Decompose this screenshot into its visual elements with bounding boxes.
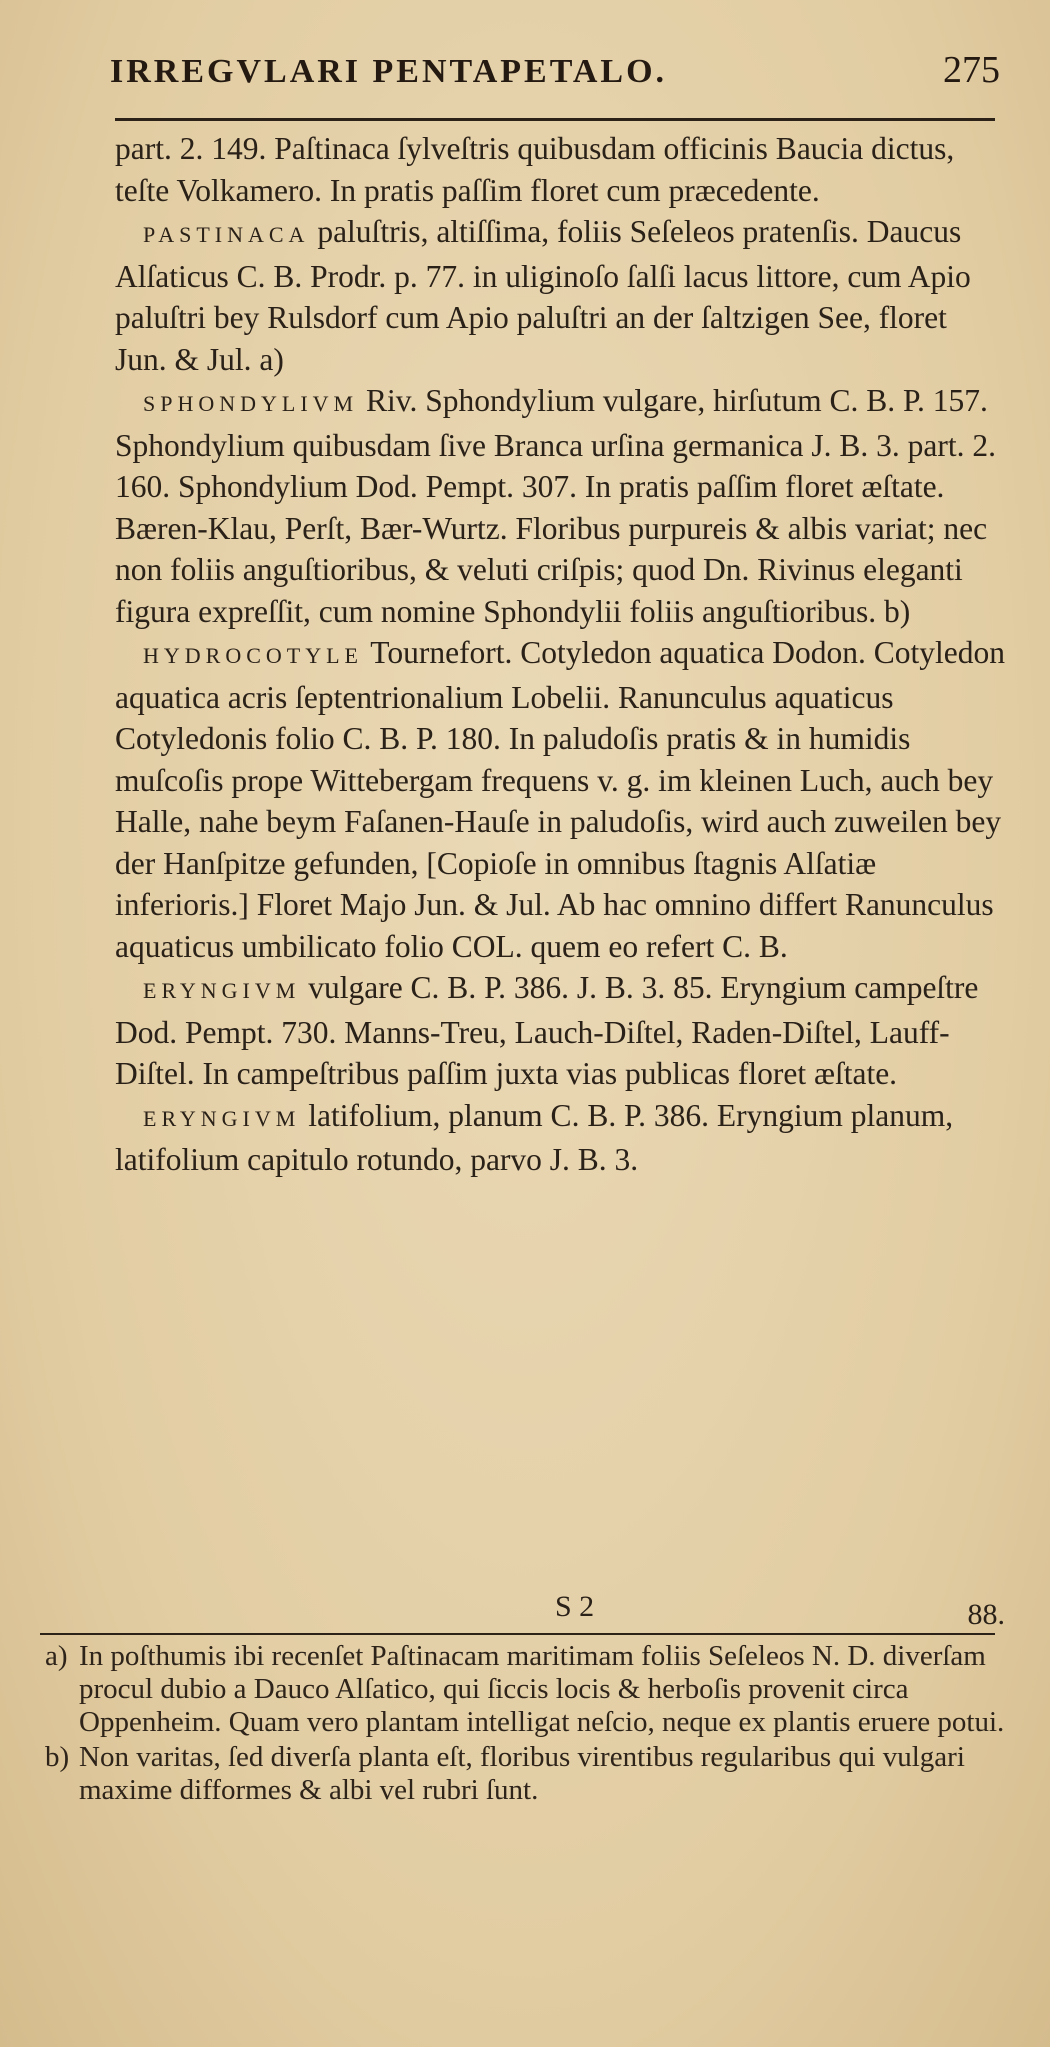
plant-name: ERYNGIVM bbox=[143, 978, 301, 1003]
paragraph bbox=[115, 211, 1005, 380]
paragraph bbox=[115, 1095, 1005, 1181]
footnote bbox=[45, 1640, 1005, 1739]
plant-name: HYDROCOTYLE bbox=[143, 643, 363, 668]
plant-name: ERYNGIVM bbox=[143, 1105, 301, 1131]
footnote-text: In poſthumis ibi recenſet Paſtinacam maritimam foliis Seſeleos N. D. diverſam procul dubio a Dauco Alſatico, qui ſiccis locis & herboſis provenit circa Oppenheim. Quam vero plantam intelligat neſcio, neque ex plantis eruere potui. bbox=[79, 1640, 1005, 1738]
plant-name: PASTINACA bbox=[143, 222, 310, 247]
footnote-rule bbox=[40, 1633, 995, 1635]
paragraph-text: paluſtris, altiſſima, foliis Seſeleos pratenſis. Daucus Alſaticus C. B. Prodr. p. 77. in uliginoſo ſalſi lacus littore, cum Apio paluſtri bey Rulsdorf cum Apio paluſtri an der ſaltzigen See, floret Jun. & Jul. a) bbox=[115, 214, 971, 377]
footnote-mark: b) bbox=[45, 1741, 70, 1773]
paragraph-text: part. 2. 149. Paſtinaca ſylveſtris quibusdam officinis Baucia dictus, teſte Volkamero. In pratis paſſim floret cum præcedente. bbox=[115, 131, 955, 208]
paragraph bbox=[115, 632, 1005, 967]
main-text bbox=[115, 128, 1005, 1181]
signature-mark: S 2 bbox=[555, 1590, 595, 1623]
paragraph bbox=[115, 128, 1005, 211]
paragraph bbox=[115, 967, 1005, 1095]
plant-name: SPHONDYLIVM bbox=[143, 391, 359, 416]
paragraph-text: latifolium, planum C. B. P. 386. Eryngium planum, latifolium capitulo rotundo, parvo J. B. 3. bbox=[115, 1097, 954, 1177]
catchword: 88. bbox=[967, 1598, 1005, 1631]
page-number: 275 bbox=[943, 49, 1000, 91]
paragraph-text: vulgare C. B. P. 386. J. B. 3. 85. Eryngium campeſtre Dod. Pempt. 730. Manns-Treu, Lauch-Diſtel, Raden-Diſtel, Lauff-Diſtel. In campeſtribus paſſim juxta vias publicas floret æſtate. bbox=[115, 970, 979, 1091]
footnotes bbox=[45, 1640, 1005, 1809]
running-title: IRREGVLARI PENTAPETALO. bbox=[110, 53, 668, 90]
header-rule bbox=[115, 118, 995, 121]
footnote-mark: a) bbox=[45, 1640, 68, 1672]
catchline bbox=[115, 1590, 1005, 1630]
paragraph-text: Riv. Sphondylium vulgare, hirſutum C. B. P. 157. Sphondylium quibusdam ſive Branca urſina germanica J. B. 3. part. 2. 160. Sphondylium Dod. Pempt. 307. In pratis paſſim floret æſtate. Bæren-Klau, Perſt, Bær-Wurtz. Floribus purpureis & albis variat; nec non foliis anguſtioribus, & veluti criſpis; quod Dn. Rivinus eleganti figura expreſſit, cum nomine Sphondylii foliis anguſtioribus. b) bbox=[115, 383, 996, 629]
paragraph-text: Tournefort. Cotyledon aquatica Dodon. Cotyledon aquatica acris ſeptentrionalium Lobelii. Ranunculus aquaticus Cotyledonis folio C. B. P. 180. In paludoſis pratis & in humidis muſcoſis prope Wittebergam frequens v. g. im kleinen Luch, auch bey Halle, nahe beym Faſanen-Hauſe in paludoſis, wird auch zuweilen bey der Hanſpitze gefunden, [Copioſe in omnibus ſtagnis Alſatiæ inferioris.] Floret Majo Jun. & Jul. Ab hac omnino differt Ranunculus aquaticus umbilicato folio COL. quem eo refert C. B. bbox=[115, 635, 1005, 964]
page-header bbox=[110, 48, 1000, 92]
footnote bbox=[45, 1741, 1005, 1807]
paragraph bbox=[115, 380, 1005, 632]
footnote-text: Non varitas, ſed diverſa planta eſt, floribus virentibus regularibus qui vulgari maxime difformes & albi vel rubri ſunt. bbox=[79, 1741, 965, 1806]
